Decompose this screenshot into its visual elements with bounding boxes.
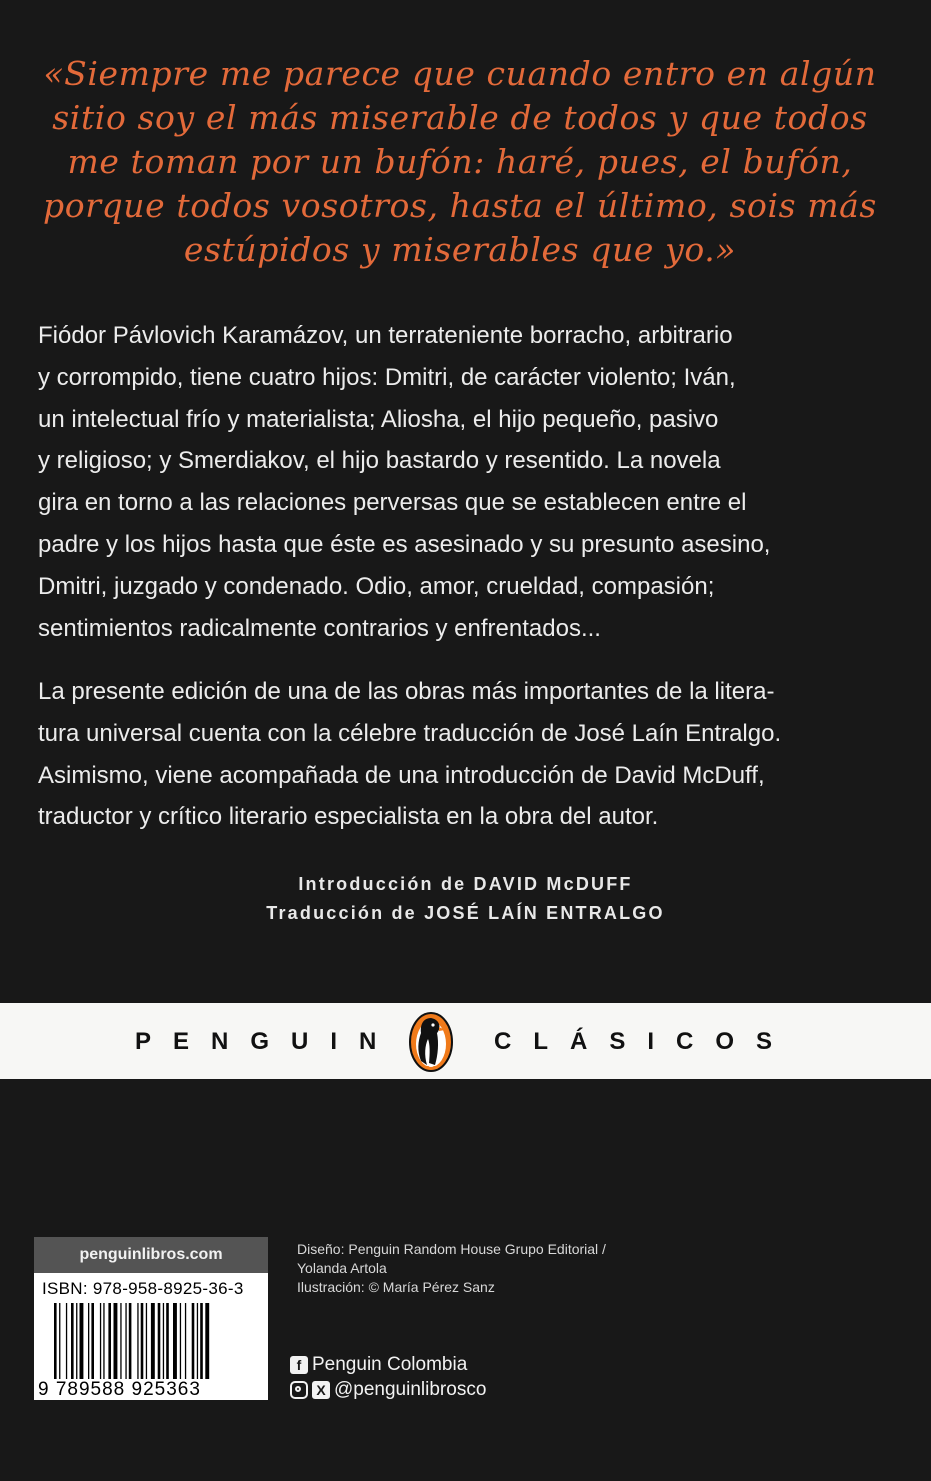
synopsis-line: un intelectual frío y materialista; Aliosha, el hijo pequeño, pasivo xyxy=(38,405,719,433)
social-handle[interactable] xyxy=(290,1379,486,1401)
synopsis-line: y corrompido, tiene cuatro hijos: Dmitri, de carácter violento; Iván, xyxy=(38,363,736,391)
design-line: Yolanda Artola xyxy=(297,1260,387,1276)
quote-line: estúpidos y miserables que yo.» xyxy=(183,230,737,269)
barcode-digits: 9 789588 925363 xyxy=(38,1379,201,1400)
series-name: CLÁSICOS xyxy=(494,1028,795,1055)
barcode xyxy=(34,1273,268,1400)
edition-line: La presente edición de una de las obras más importantes de la litera- xyxy=(38,678,775,705)
quote-line: «Siempre me parece que cuando entro en algún xyxy=(43,54,877,93)
barcode-bars xyxy=(54,1303,254,1379)
series-publisher: PENGUIN xyxy=(135,1028,399,1055)
facebook-icon: f xyxy=(290,1356,308,1374)
x-icon: X xyxy=(312,1381,330,1399)
penguin-logo-icon xyxy=(408,1011,454,1073)
credits xyxy=(0,870,931,928)
handle-label: @penguinlibrosco xyxy=(334,1379,487,1400)
design-line: Diseño: Penguin Random House Grupo Editorial / xyxy=(297,1241,606,1257)
edition-line: traductor y crítico literario especialista en la obra del autor. xyxy=(38,803,659,831)
website-label: penguinlibros.com xyxy=(34,1237,268,1273)
synopsis-line: Dmitri, juzgado y condenado. Odio, amor, crueldad, compasión; xyxy=(38,572,715,600)
quote-line: me toman por un bufón: haré, pues, el bufón, xyxy=(67,142,853,181)
quote-line: porque todos vosotros, hasta el último, sois más xyxy=(43,186,877,225)
design-line: Ilustración: © María Pérez Sanz xyxy=(297,1279,495,1295)
translation-credit: Traducción de JOSÉ LAÍN ENTRALGO xyxy=(266,903,665,923)
synopsis-line: sentimientos radicalmente contrarios y enfrentados... xyxy=(38,614,601,642)
edition-paragraph xyxy=(38,671,838,838)
synopsis-line: padre y los hijos hasta que éste es asesinado y su presunto asesino, xyxy=(38,530,771,558)
quote-line: sitio soy el más miserable de todos y que todos xyxy=(52,98,868,137)
instagram-icon xyxy=(290,1381,308,1399)
facebook-label: Penguin Colombia xyxy=(312,1354,468,1375)
synopsis-line: gira en torno a las relaciones perversas que se establecen entre el xyxy=(38,489,747,517)
synopsis-paragraph xyxy=(38,315,838,649)
edition-line: tura universal cuenta con la célebre traducción de José Laín Entralgo. xyxy=(38,719,782,747)
edition-line: Asimismo, viene acompañada de una introducción de David McDuff, xyxy=(38,761,765,789)
facebook-link[interactable] xyxy=(290,1354,467,1376)
introduction-credit: Introducción de DAVID McDUFF xyxy=(298,874,633,894)
series-band xyxy=(0,1003,931,1079)
epigraph-quote xyxy=(40,52,880,272)
design-credits xyxy=(297,1240,606,1297)
isbn-label: ISBN: 978-958-8925-36-3 xyxy=(42,1279,244,1298)
synopsis-line: y religioso; y Smerdiakov, el hijo bastardo y resentido. La novela xyxy=(38,447,721,475)
synopsis-line: Fiódor Pávlovich Karamázov, un terrateniente borracho, arbitrario xyxy=(38,322,733,349)
